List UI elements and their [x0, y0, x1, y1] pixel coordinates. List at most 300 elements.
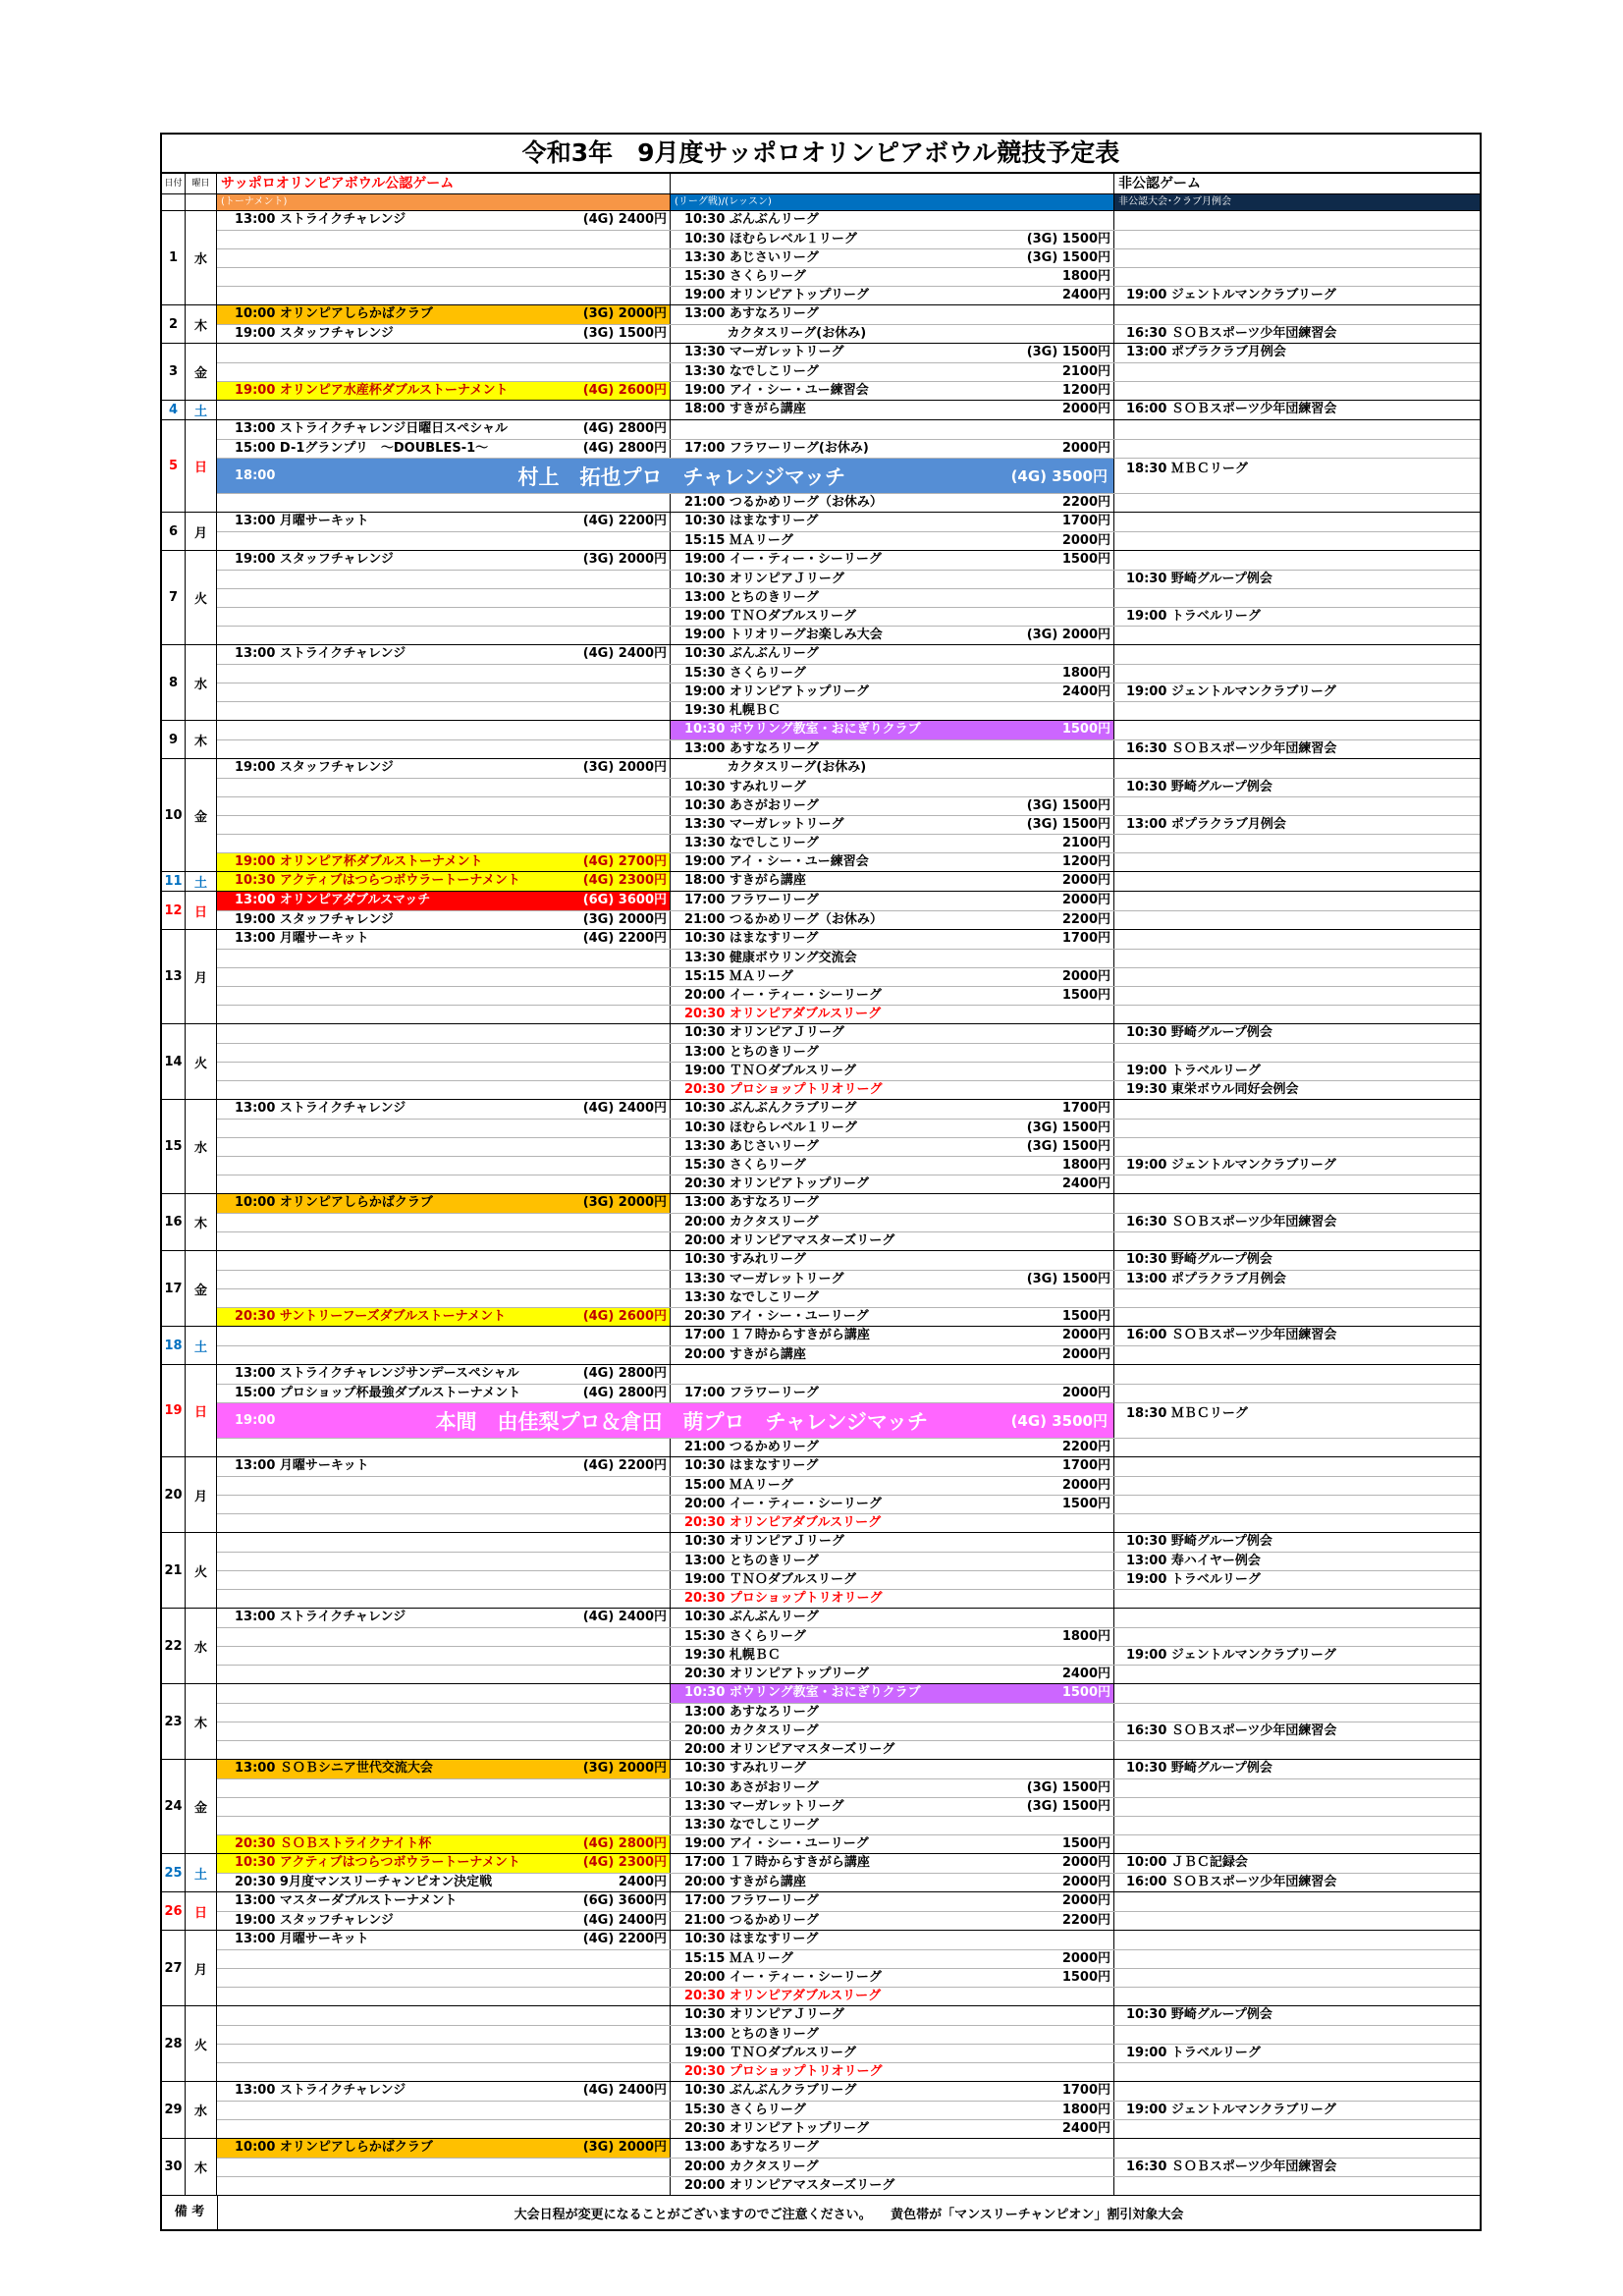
subheader-official: (トーナメント) — [217, 194, 671, 210]
official-event — [217, 2045, 671, 2062]
schedule-line — [217, 1684, 1480, 1703]
league-event-name: 18:00 すきがら講座 — [684, 402, 806, 416]
league-event-price — [1110, 1024, 1113, 1043]
nonofficial-event-price — [1477, 987, 1480, 1005]
official-event — [217, 1044, 671, 1062]
schedule-line — [217, 1384, 1480, 1402]
nonofficial-event — [1114, 665, 1480, 683]
league-event-name: 13:00 とちのきリーグ — [684, 1045, 819, 1060]
official-event-name — [235, 344, 667, 362]
nonofficial-event — [1114, 911, 1480, 929]
nonofficial-event-name — [1126, 930, 1477, 949]
league-event-name: 18:00 すきがら講座 — [684, 873, 806, 888]
nonofficial-event — [1114, 702, 1480, 720]
schedule-line — [217, 1892, 1480, 1911]
nonofficial-event-name — [1126, 1175, 1477, 1193]
official-event-name — [235, 1533, 667, 1552]
nonofficial-event — [1114, 1006, 1480, 1023]
nonofficial-event-price — [1477, 1969, 1480, 1987]
schedule-line — [217, 778, 1480, 796]
official-event-price: (6G) 3600円 — [582, 893, 667, 907]
official-event — [217, 1892, 671, 1911]
official-event-price — [667, 835, 670, 852]
day-lines — [217, 1684, 1480, 1759]
official-event — [217, 1779, 671, 1797]
nonofficial-event-price — [1477, 1308, 1480, 1326]
nonofficial-event — [1114, 1590, 1480, 1608]
league-event-price: 1700円 — [1061, 1101, 1110, 1116]
official-event-price — [667, 2045, 670, 2062]
day-block — [162, 344, 1480, 401]
nonofficial-event — [1114, 1081, 1480, 1099]
nonofficial-event — [1114, 325, 1480, 343]
official-event-name: 19:00 スタッフチャレンジ — [235, 1913, 394, 1928]
header-league-blank — [671, 174, 1114, 193]
nonofficial-event-name — [1126, 665, 1477, 683]
official-event-price — [667, 987, 670, 1005]
day-block — [162, 759, 1480, 872]
nonofficial-event — [1114, 1308, 1480, 1326]
schedule-line — [217, 2006, 1480, 2025]
day-lines — [217, 1457, 1480, 1532]
nonofficial-event — [1114, 1214, 1480, 1231]
official-event-price — [667, 287, 670, 304]
league-event-name: 10:30 オリンピアＪリーグ — [684, 572, 844, 586]
league-event-price: 2200円 — [1061, 495, 1110, 510]
league-event-name: 15:15 ＭＡリーグ — [684, 969, 793, 984]
day-block — [162, 1609, 1480, 1684]
nonofficial-event-name: 13:00 ポプラクラブ月例会 — [1126, 345, 1286, 359]
league-event-name: 20:00 すきがら講座 — [684, 1875, 806, 1889]
official-event-name — [235, 2120, 667, 2138]
official-event-name — [235, 1175, 667, 1193]
official-event-name — [235, 1666, 667, 1683]
official-event-price — [667, 1496, 670, 1513]
schedule-line — [217, 2062, 1480, 2081]
official-event-name: 13:00 月曜サーキット — [235, 1932, 369, 1946]
day-number: 14 — [162, 1024, 186, 1099]
nonofficial-event — [1114, 1251, 1480, 1270]
official-event-name — [235, 287, 667, 304]
league-event-price: 1800円 — [1061, 666, 1110, 681]
official-event-name — [235, 2045, 667, 2062]
nonofficial-event-name — [1126, 589, 1477, 607]
league-event-name: 20:30 オリンピアトップリーグ — [684, 1176, 869, 1191]
league-event-price: 1500円 — [1061, 988, 1110, 1003]
day-lines — [217, 305, 1480, 343]
official-event-price — [667, 683, 670, 701]
official-event-price: (3G) 2000円 — [582, 306, 667, 321]
subheader-nonofficial: 非公認大会･クラブ月例会 — [1114, 194, 1480, 210]
league-event — [671, 325, 1114, 343]
schedule-line — [217, 439, 1480, 458]
header-official: サッポロオリンピアボウル公認ゲーム — [217, 174, 671, 193]
league-event-price: 2000円 — [1061, 873, 1110, 888]
league-event-name: 19:30 札幌ＢＣ — [684, 1648, 781, 1663]
league-event-name: 13:00 とちのきリーグ — [684, 2027, 819, 2042]
official-event — [217, 363, 671, 381]
official-event-name: 19:00 スタッフチャレンジ — [235, 552, 394, 567]
league-event — [671, 702, 1114, 720]
day-number: 19 — [162, 1365, 186, 1456]
nonofficial-event-price — [1477, 1835, 1480, 1853]
league-event-name: 15:00 ＭＡリーグ — [684, 1478, 793, 1493]
schedule-line — [217, 1722, 1480, 1740]
league-event-price: 1800円 — [1061, 2103, 1110, 2117]
official-event-name: 20:30 サントリーフーズダブルストーナメント — [235, 1309, 507, 1324]
official-event-price — [667, 2120, 670, 2138]
day-number: 20 — [162, 1457, 186, 1532]
official-event-price — [667, 249, 670, 267]
nonofficial-event — [1114, 344, 1480, 362]
league-event — [671, 911, 1114, 929]
league-event-name: 19:00 ＴＮＯダブルスリーグ — [684, 1064, 856, 1078]
day-lines — [217, 1609, 1480, 1683]
day-lines — [217, 2139, 1480, 2195]
schedule-line — [217, 834, 1480, 852]
schedule-line — [217, 1665, 1480, 1683]
league-event-price — [1110, 950, 1113, 967]
banner-price: (4G) 3500円 — [1010, 1412, 1108, 1430]
nonofficial-event-price — [1477, 1496, 1480, 1513]
schedule-line — [217, 949, 1480, 967]
league-event — [671, 249, 1114, 267]
league-event-price: (3G) 1500円 — [1026, 1780, 1110, 1795]
nonofficial-event-name: 16:00 ＳＯＢスポーツ少年団練習会 — [1126, 402, 1337, 416]
schedule-line — [217, 1476, 1480, 1495]
nonofficial-event — [1114, 1063, 1480, 1080]
league-event-name — [684, 420, 1110, 439]
day-lines — [217, 1024, 1480, 1099]
official-event-name: 15:00 D-1グランプリ ～DOUBLES-1～ — [235, 441, 489, 456]
nonofficial-event-price — [1477, 1988, 1480, 2005]
nonofficial-event-name: 16:30 ＳＯＢスポーツ少年団練習会 — [1126, 1215, 1337, 1230]
nonofficial-event-name: 18:30 ＭＢＣリーグ — [1126, 1406, 1248, 1421]
league-event-price — [1110, 779, 1113, 796]
schedule-line — [217, 1137, 1480, 1156]
nonofficial-event-name — [1126, 797, 1477, 815]
official-event-name — [235, 1289, 667, 1307]
league-event — [671, 835, 1114, 852]
league-event — [671, 2006, 1114, 2025]
league-event-price — [1110, 702, 1113, 720]
day-lines — [217, 1892, 1480, 1930]
nonofficial-event — [1114, 2120, 1480, 2138]
league-event-price — [1110, 1741, 1113, 1759]
official-event-name — [235, 1477, 667, 1495]
nonofficial-event-price — [1477, 1779, 1480, 1797]
nonofficial-event-price — [1477, 911, 1480, 929]
official-event — [217, 1835, 671, 1853]
day-number: 15 — [162, 1100, 186, 1193]
official-event-name: 13:00 ストライクチャレンジ — [235, 2083, 406, 2098]
day-of-week: 木 — [186, 1194, 217, 1250]
day-number: 12 — [162, 892, 186, 929]
league-event — [671, 211, 1114, 230]
league-event-name: 20:30 オリンピアダブルスリーグ — [684, 1989, 882, 2003]
league-event-price — [1110, 589, 1113, 607]
league-event — [671, 665, 1114, 683]
league-event-price — [1110, 1214, 1113, 1231]
league-event — [671, 968, 1114, 986]
league-event-name: 10:30 ボウリング教室・おにぎりクラブ — [684, 1685, 921, 1700]
official-event-price — [667, 1817, 670, 1834]
nonofficial-event-name — [1126, 1704, 1477, 1722]
nonofficial-event-name — [1126, 1457, 1477, 1476]
banner-title: 村上 拓也プロ チャレンジマッチ — [517, 465, 846, 489]
official-event — [217, 231, 671, 248]
nonofficial-event-name — [1126, 872, 1477, 891]
league-event — [671, 853, 1114, 871]
day-lines — [217, 420, 1480, 512]
nonofficial-event — [1114, 287, 1480, 304]
league-event — [671, 1988, 1114, 2005]
nonofficial-event-name: 16:30 ＳＯＢスポーツ少年団練習会 — [1126, 1723, 1337, 1738]
nonofficial-event-name: 19:00 トラベルリーグ — [1126, 2046, 1261, 2060]
official-event — [217, 1385, 671, 1402]
nonofficial-event-name: 19:00 ジェントルマンクラブリーグ — [1126, 1648, 1336, 1663]
official-event-price — [667, 2177, 670, 2195]
schedule-line — [217, 1816, 1480, 1834]
nonofficial-event — [1114, 1854, 1480, 1873]
league-event-price — [1110, 211, 1113, 230]
day-of-week: 月 — [186, 513, 217, 550]
official-event — [217, 1704, 671, 1722]
nonofficial-event-price — [1477, 1365, 1480, 1384]
schedule-line — [217, 1646, 1480, 1665]
league-event-name: 21:00 つるかめリーグ — [684, 1913, 819, 1928]
nonofficial-event-name: 19:00 ジェントルマンクラブリーグ — [1126, 684, 1336, 699]
official-event-price — [667, 1798, 670, 1816]
official-event-price — [667, 797, 670, 815]
league-event-name: 19:00 イー・ティー・シーリーグ — [684, 552, 882, 567]
league-event-price: 2000円 — [1061, 402, 1110, 416]
schedule-line — [217, 324, 1480, 343]
league-event-price — [1110, 1194, 1113, 1213]
league-event-name: 13:30 マーガレットリーグ — [684, 345, 844, 359]
official-event-price: (4G) 2200円 — [582, 1932, 667, 1946]
official-event-name — [235, 1063, 667, 1080]
official-event-price — [667, 1214, 670, 1231]
nonofficial-event-name: 19:30 東栄ボウル同好会例会 — [1126, 1082, 1299, 1097]
league-event — [671, 1100, 1114, 1119]
league-event-name: 13:30 なでしこリーグ — [684, 836, 819, 850]
league-event — [671, 1308, 1114, 1326]
official-event — [217, 1308, 671, 1326]
official-event-name — [235, 1214, 667, 1231]
official-event-price: (4G) 2600円 — [582, 383, 667, 398]
day-number: 5 — [162, 420, 186, 512]
official-event-name — [235, 702, 667, 720]
league-event-price: 2000円 — [1061, 1478, 1110, 1493]
official-event-name: 13:00 ＳＯＢシニア世代交流大会 — [235, 1761, 433, 1776]
official-event-name — [235, 968, 667, 986]
league-event — [671, 1232, 1114, 1250]
league-event-price — [1110, 1289, 1113, 1307]
nonofficial-event — [1114, 2063, 1480, 2081]
nonofficial-event-name — [1126, 1835, 1477, 1853]
day-block — [162, 2006, 1480, 2082]
nonofficial-event — [1114, 1289, 1480, 1307]
nonofficial-event-price — [1477, 853, 1480, 871]
nonofficial-event-price — [1477, 930, 1480, 949]
nonofficial-event-name — [1126, 2139, 1477, 2158]
nonofficial-event-name — [1126, 1044, 1477, 1062]
league-event — [671, 571, 1114, 588]
nonofficial-event-price — [1477, 1346, 1480, 1364]
nonofficial-event-price — [1477, 1553, 1480, 1570]
league-event — [671, 1647, 1114, 1665]
nonofficial-event-price — [1477, 287, 1480, 304]
official-event-name: 13:00 ストライクチャレンジ — [235, 646, 406, 661]
nonofficial-event-name — [1126, 702, 1477, 720]
official-event-name: 10:00 オリンピアしらかばクラブ — [235, 2140, 433, 2155]
nonofficial-event — [1114, 853, 1480, 871]
official-event — [217, 1138, 671, 1156]
day-lines — [217, 1194, 1480, 1250]
league-event — [671, 1817, 1114, 1834]
day-of-week: 月 — [186, 1457, 217, 1532]
league-event — [671, 1063, 1114, 1080]
official-event — [217, 1100, 671, 1119]
schedule-line — [217, 513, 1480, 531]
official-event-name — [235, 249, 667, 267]
official-event-name: 19:00 スタッフチャレンジ — [235, 912, 394, 927]
nonofficial-event-price — [1477, 1684, 1480, 1703]
official-event — [217, 683, 671, 701]
nonofficial-event-name — [1126, 1006, 1477, 1023]
day-number: 18 — [162, 1327, 186, 1364]
day-number: 16 — [162, 1194, 186, 1250]
official-event-price — [667, 740, 670, 758]
official-event-name — [235, 1496, 667, 1513]
days-body — [162, 211, 1480, 2196]
official-event — [217, 401, 671, 419]
nonofficial-event — [1114, 513, 1480, 531]
nonofficial-event — [1114, 1817, 1480, 1834]
day-number: 25 — [162, 1854, 186, 1891]
league-event-price: (3G) 1500円 — [1026, 798, 1110, 813]
league-event-name: 19:00 オリンピアトップリーグ — [684, 288, 869, 302]
league-event-name: 13:30 なでしこリーグ — [684, 364, 819, 379]
official-event-name — [235, 268, 667, 286]
league-event — [671, 1006, 1114, 1023]
nonofficial-event-price — [1477, 589, 1480, 607]
schedule-line — [217, 588, 1480, 607]
day-number: 2 — [162, 305, 186, 343]
schedule-line — [217, 211, 1480, 230]
league-event-name: 10:30 はまなすリーグ — [684, 514, 819, 528]
league-event-price: 2000円 — [1061, 1893, 1110, 1908]
league-event-price: 2000円 — [1061, 441, 1110, 456]
league-event — [671, 1194, 1114, 1213]
nonofficial-event — [1114, 779, 1480, 796]
nonofficial-event-price — [1477, 1232, 1480, 1250]
day-of-week: 土 — [186, 1327, 217, 1364]
nonofficial-event — [1114, 363, 1480, 381]
official-event — [217, 513, 671, 531]
schedule-line — [217, 967, 1480, 986]
schedule-line — [217, 721, 1480, 739]
day-number: 24 — [162, 1760, 186, 1853]
footer-row — [162, 2196, 1480, 2229]
schedule-line — [217, 1854, 1480, 1873]
league-event — [671, 589, 1114, 607]
official-event-name — [235, 1684, 667, 1703]
official-event-price: (4G) 2400円 — [582, 2083, 667, 2098]
league-event — [671, 1741, 1114, 1759]
league-event-name: 10:30 あさがおリーグ — [684, 1780, 819, 1795]
day-of-week: 火 — [186, 1533, 217, 1608]
schedule-line — [217, 986, 1480, 1005]
day-of-week: 火 — [186, 2006, 217, 2081]
league-event-price: 1500円 — [1061, 552, 1110, 567]
challenge-match-row — [217, 458, 1480, 493]
official-event-price — [667, 608, 670, 626]
official-event — [217, 551, 671, 570]
league-event-price: 1500円 — [1061, 1685, 1110, 1700]
official-event-name — [235, 363, 667, 381]
nonofficial-event-name: 18:30 ＭＢＣリーグ — [1126, 462, 1248, 476]
nonofficial-event-price — [1477, 1477, 1480, 1495]
league-event — [671, 2082, 1114, 2101]
official-event-name — [235, 797, 667, 815]
official-event — [217, 305, 671, 324]
league-event-price — [1110, 2139, 1113, 2158]
nonofficial-event — [1114, 1874, 1480, 1891]
league-event-name: 19:00 オリンピアトップリーグ — [684, 684, 869, 699]
day-lines — [217, 645, 1480, 720]
nonofficial-event — [1114, 1100, 1480, 1119]
official-event — [217, 702, 671, 720]
league-event-name: 15:30 さくらリーグ — [684, 269, 806, 284]
league-event-price: 1200円 — [1061, 383, 1110, 398]
league-event — [671, 1289, 1114, 1307]
banner-time: 19:00 — [235, 1413, 276, 1428]
schedule-line — [217, 1156, 1480, 1175]
league-event — [671, 363, 1114, 381]
league-event-name: 20:00 すきがら講座 — [684, 1347, 806, 1362]
league-event-name: 19:00 トリオリーグお楽しみ大会 — [684, 628, 883, 642]
nonofficial-event — [1114, 401, 1480, 419]
nonofficial-event-name — [1126, 2082, 1477, 2101]
official-event-name — [235, 1232, 667, 1250]
league-event-price: 2200円 — [1061, 912, 1110, 927]
official-event — [217, 950, 671, 967]
schedule-line — [217, 1873, 1480, 1891]
nonofficial-event — [1114, 1666, 1480, 1683]
schedule-line — [217, 664, 1480, 683]
nonofficial-event-name — [1126, 1477, 1477, 1495]
league-event-price: 2100円 — [1061, 364, 1110, 379]
nonofficial-event-name: 16:00 ＳＯＢスポーツ少年団練習会 — [1126, 1875, 1337, 1889]
nonofficial-event-price — [1477, 1647, 1480, 1665]
official-event — [217, 325, 671, 343]
official-event — [217, 2082, 671, 2101]
day-of-week: 日 — [186, 420, 217, 512]
nonofficial-event — [1114, 740, 1480, 758]
day-of-week: 月 — [186, 930, 217, 1023]
official-event-name — [235, 1798, 667, 1816]
day-block — [162, 1931, 1480, 2006]
nonofficial-event — [1114, 532, 1480, 550]
day-lines — [217, 1760, 1480, 1853]
official-event — [217, 344, 671, 362]
league-event — [671, 305, 1114, 324]
nonofficial-event-name — [1126, 1100, 1477, 1119]
day-of-week: 木 — [186, 1684, 217, 1759]
nonofficial-event — [1114, 816, 1480, 834]
